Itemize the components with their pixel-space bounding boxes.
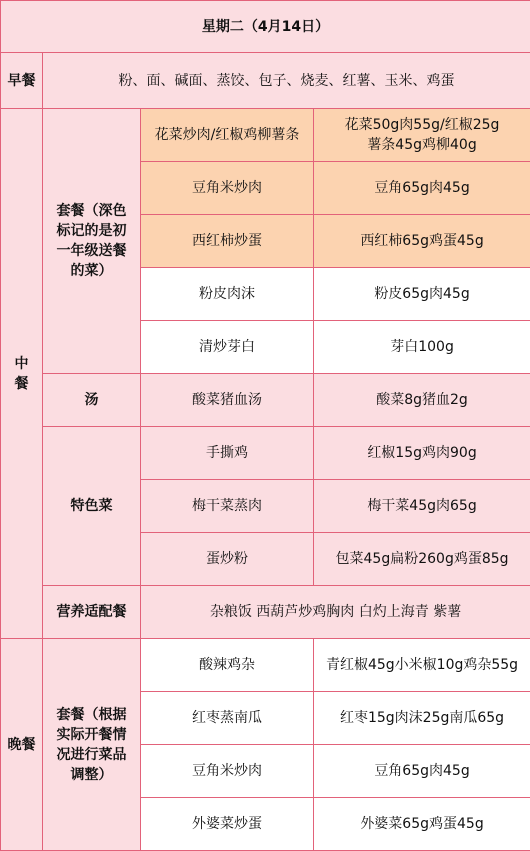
dinner-set-ingredients-2: 红枣15g肉沫25g南瓜65g: [314, 692, 530, 745]
lunch-set-meal-label: 套餐（深色标记的是初一年级送餐的菜）: [43, 109, 141, 374]
lunch-nutrition-items: 杂粮饭 西葫芦炒鸡胸肉 白灼上海青 紫薯: [141, 586, 530, 639]
breakfast-label: 早餐: [1, 53, 43, 109]
lunch-special-ingredients-1: 红椒15g鸡肉90g: [314, 427, 530, 480]
lunch-special-dish-2: 梅干菜蒸肉: [141, 480, 314, 533]
dinner-set-ingredients-3: 豆角65g肉45g: [314, 745, 530, 798]
dinner-set-meal-label: 套餐（根据实际开餐情况进行菜品调整）: [43, 639, 141, 851]
lunch-set-ingredients-5: 芽白100g: [314, 321, 530, 374]
lunch-set-dish-1: 花菜炒肉/红椒鸡柳薯条: [141, 109, 314, 162]
lunch-label-top: 中: [1, 354, 42, 374]
lunch-set-ingredients-1: 花菜50g肉55g/红椒25g薯条45g鸡柳40g: [314, 109, 530, 162]
dinner-set-dish-2: 红枣蒸南瓜: [141, 692, 314, 745]
lunch-special-dish-3: 蛋炒粉: [141, 533, 314, 586]
dinner-set-dish-4: 外婆菜炒蛋: [141, 798, 314, 851]
lunch-soup-dish: 酸菜猪血汤: [141, 374, 314, 427]
lunch-soup-ingredients: 酸菜8g猪血2g: [314, 374, 530, 427]
dinner-set-dish-3: 豆角米炒肉: [141, 745, 314, 798]
lunch-set-ingredients-2: 豆角65g肉45g: [314, 162, 530, 215]
lunch-set-ingredients-4: 粉皮65g肉45g: [314, 268, 530, 321]
lunch-special-ingredients-3: 包菜45g扁粉260g鸡蛋85g: [314, 533, 530, 586]
lunch-nutrition-label: 营养适配餐: [43, 586, 141, 639]
lunch-special-dish-1: 手撕鸡: [141, 427, 314, 480]
dinner-set-ingredients-4: 外婆菜65g鸡蛋45g: [314, 798, 530, 851]
lunch-set-ingredients-3: 西红柿65g鸡蛋45g: [314, 215, 530, 268]
dinner-set-ingredients-1: 青红椒45g小米椒10g鸡杂55g: [314, 639, 530, 692]
dinner-set-dish-1: 酸辣鸡杂: [141, 639, 314, 692]
dinner-label: 晚餐: [1, 639, 43, 851]
lunch-special-ingredients-2: 梅干菜45g肉65g: [314, 480, 530, 533]
lunch-soup-label: 汤: [43, 374, 141, 427]
lunch-set-dish-2: 豆角米炒肉: [141, 162, 314, 215]
lunch-label: [1, 109, 43, 639]
lunch-special-label: 特色菜: [43, 427, 141, 586]
lunch-label-bottom: 餐: [1, 374, 42, 394]
lunch-set-dish-5: 清炒芽白: [141, 321, 314, 374]
lunch-set-dish-4: 粉皮肉沫: [141, 268, 314, 321]
menu-title: 星期二（4月14日）: [1, 1, 530, 53]
lunch-set-dish-3: 西红柿炒蛋: [141, 215, 314, 268]
breakfast-items: 粉、面、碱面、蒸饺、包子、烧麦、红薯、玉米、鸡蛋: [43, 53, 530, 109]
